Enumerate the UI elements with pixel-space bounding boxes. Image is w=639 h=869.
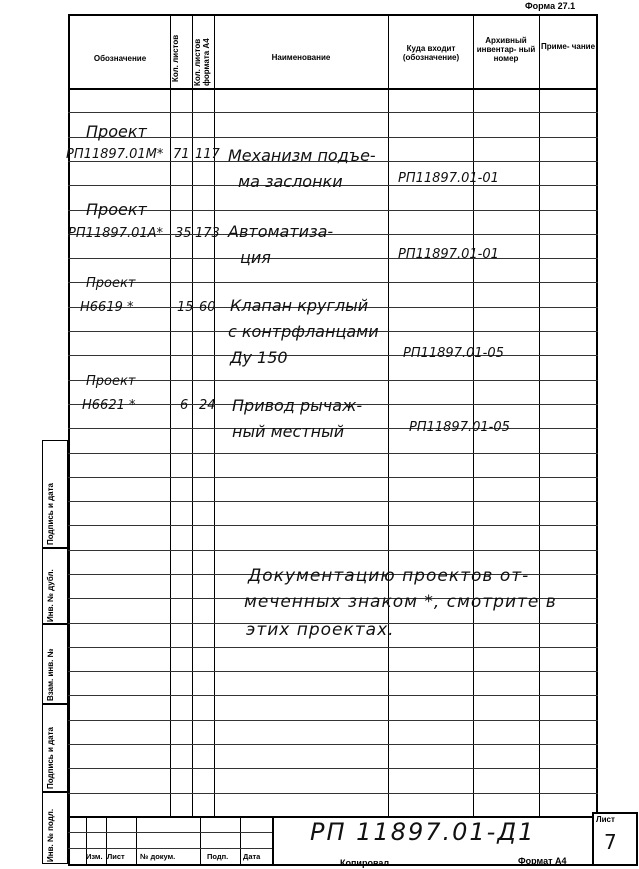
note-line-3: этих проектах.	[246, 620, 395, 640]
entry-name-line1: Механизм подъе-	[228, 146, 376, 165]
stamp-doc-no: № докум.	[140, 852, 176, 861]
row-line	[68, 647, 598, 648]
row-line	[68, 695, 598, 696]
entry-goes-to: РП11897.01-01	[398, 247, 499, 262]
row-line	[68, 550, 598, 551]
sheet-label: Лист	[596, 815, 615, 824]
entry-name-line2: с контрфланцами	[228, 322, 379, 341]
note-line-1: Документацию проектов от-	[248, 566, 530, 586]
stamp-row-line	[68, 848, 272, 849]
entry-a4: 173	[195, 226, 220, 241]
row-line	[68, 720, 598, 721]
stamp-list: Лист	[107, 852, 125, 861]
entry-name-line1: Автоматиза-	[228, 222, 334, 241]
footer-format: Формат А4	[518, 856, 567, 866]
entry-a4: 60	[199, 300, 216, 315]
entry-code: РП11897.01А*	[68, 226, 164, 241]
header-name: Наименование	[271, 53, 331, 62]
entry-sheets: 35	[175, 226, 192, 241]
entry-a4: 24	[199, 398, 216, 413]
entry-goes-to: РП11897.01-01	[398, 171, 499, 186]
entry-goes-to: РП11897.01-05	[409, 420, 510, 435]
entry-name-line3: Ду 150	[230, 348, 288, 367]
row-line	[68, 137, 598, 138]
row-line	[68, 258, 598, 259]
row-line	[68, 501, 598, 502]
side-label-inv-podl: Инв. № подл.	[46, 808, 55, 862]
stamp-data: Дата	[243, 852, 261, 861]
stamp-divider	[136, 816, 137, 866]
stamp-divider	[200, 816, 201, 866]
row-line	[68, 477, 598, 478]
header-separator	[68, 88, 598, 90]
form-label: Форма 27.1	[525, 1, 576, 11]
stamp-row-line	[68, 832, 272, 833]
entry-code: Н6621 *	[82, 398, 136, 413]
entry-name-line2: ция	[240, 248, 271, 267]
entry-sheets: 6	[180, 398, 189, 413]
side-label-inv-dubl: Инв. № дубл.	[46, 569, 55, 622]
entry-sheets: 71	[173, 147, 190, 162]
entry-goes-to: РП11897.01-05	[403, 346, 504, 361]
entry-code: Н6619 *	[80, 300, 134, 315]
entry-name-line1: Привод рычаж-	[232, 396, 363, 415]
document-frame	[68, 14, 598, 826]
side-label-sign-date-bottom: Подпись и дата	[46, 727, 55, 789]
row-line	[68, 671, 598, 672]
entry-a4: 117	[195, 147, 220, 162]
stamp-divider	[240, 816, 241, 866]
sheet-number: 7	[604, 830, 617, 854]
entry-project-label: Проект	[86, 122, 147, 141]
note-line-2: меченных знаком *, смотрите в	[244, 592, 557, 612]
header-sheet-count: Кол. листов	[171, 34, 180, 82]
row-line	[68, 112, 598, 113]
side-label-sign-date: Подпись и дата	[46, 483, 55, 545]
row-line	[68, 380, 598, 381]
document-designation: РП 11897.01-Д1	[310, 818, 536, 846]
entry-name-line2: ный местный	[232, 422, 345, 441]
header-a4-count: Кол. листов формата А4	[193, 38, 211, 86]
row-line	[68, 744, 598, 745]
row-line	[68, 355, 598, 356]
row-line	[68, 453, 598, 454]
row-line	[68, 793, 598, 794]
entry-sheets: 15	[177, 300, 194, 315]
side-label-vzam-inv: Взам. инв. №	[46, 648, 55, 701]
entry-name-line1: Клапан круглый	[230, 296, 369, 315]
row-line	[68, 768, 598, 769]
header-designation: Обозначение	[93, 54, 147, 63]
entry-project-label: Проект	[86, 276, 136, 291]
header-archive: Архивный инвентар- ный номер	[476, 36, 536, 63]
footer-copied: Копировал	[340, 858, 390, 868]
row-line	[68, 282, 598, 283]
stamp-podp: Подп.	[207, 852, 229, 861]
entry-project-label: Проект	[86, 200, 147, 219]
header-note: Приме- чание	[540, 42, 596, 51]
row-line	[68, 210, 598, 211]
entry-name-line2: ма заслонки	[238, 172, 343, 191]
stamp-divider	[272, 816, 274, 866]
entry-project-label: Проект	[86, 374, 136, 389]
stamp-izm: Изм.	[86, 852, 103, 861]
row-line	[68, 525, 598, 526]
header-goes-to: Куда входит (обозначение)	[402, 44, 460, 62]
entry-code: РП11897.01М*	[66, 147, 164, 162]
